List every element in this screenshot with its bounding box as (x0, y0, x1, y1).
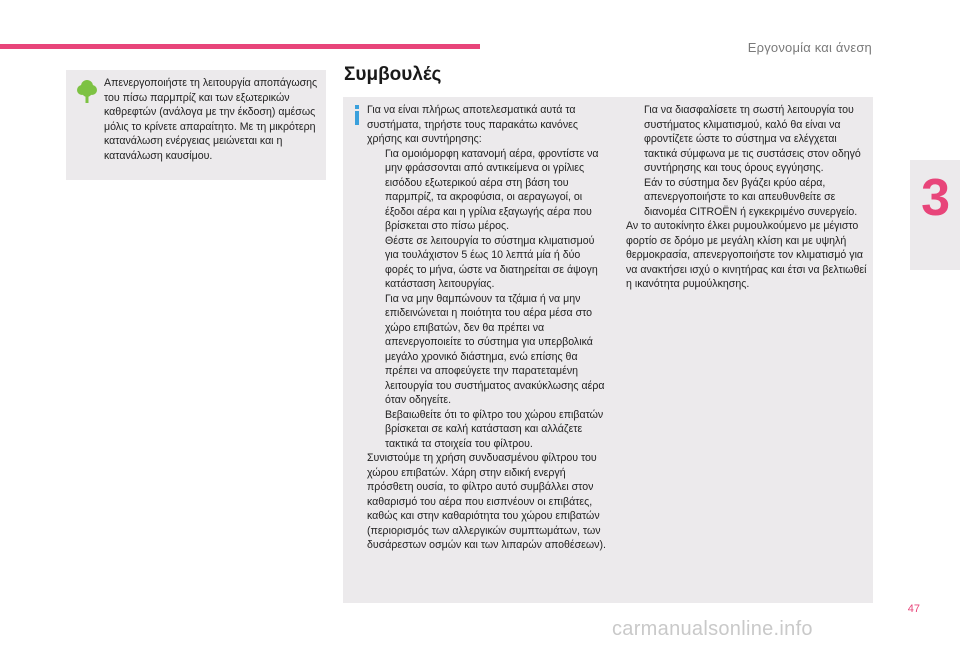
tip-text: Εάν το σύστημα δεν βγάζει κρύο αέρα, απενεργοποιήστε το και απευθυνθείτε σε διανομέα CITROËN ή εγκεκριμένο συνεργείο. (644, 176, 858, 218)
tip-bullet (367, 147, 611, 234)
eco-note-text: Απενεργοποιήστε τη λειτουργία αποπάγωσης του πίσω παρμπρίζ και των εξωτερικών καθρεφτών (ανάλογα με την έκδοση) αμέσως μόλις το κρίνετε απαραίτητο. Με τη μικρότερη κατανάλωση ενέργειας μειώνεται και η κατανάλωση καυσίμου. (104, 77, 318, 162)
tips-right-closing: Αν το αυτοκίνητο έλκει ρυμουλκούμενο με μέγιστο φορτίο σε δρόμο με μεγάλη κλίση και με υψηλή θερμοκρασία, απενεργοποιήστε τον κλιματισμό για να ανακτήσει ισχύ ο κινητήρας και έτσι να βελτιωθεί η ικανότητα ρυμούλκησης. (626, 220, 867, 290)
tips-left-closing: Συνιστούμε τη χρήση συνδυασμένου φίλτρου του χώρου επιβατών. Χάρη στην ειδική ενεργή πρόσθετη ουσία, το φίλτρο αυτό συμβάλλει στον καθαρισμό του αέρα που εισπνέουν οι επιβάτες, καθώς και στην καθαριότητα του χώρου επιβατών (περιορισμός των αλλεργικών συμπτωμάτων, των δυσάρεστων οσμών και των λιπαρών αποθέσεων). (367, 452, 606, 551)
tip-text: Για να μην θαμπώνουν τα τζάμια ή να μην επιδεινώνεται η ποιότητα του αέρα μέσα στο χώρο επιβατών, δεν θα πρέπει να απενεργοποιείτε το σύστημα για υπερβολικά μεγάλο χρονικό διάστημα, ενώ επίσης θα πρέπει να αποφεύγετε την παρατεταμένη λειτουργία του συστήματος ανακύκλωσης αέρα όταν οδηγείτε. (385, 292, 605, 406)
tip-text: Θέστε σε λειτουργία το σύστημα κλιματισμού για τουλάχιστον 5 έως 10 λεπτά μία ή δύο φορές το μήνα, ώστε να διατηρείται σε άψογη κατάσταση λειτουργίας. (385, 234, 598, 290)
eco-tree-icon (76, 78, 98, 104)
tips-left-column (367, 103, 611, 553)
chapter-title: Εργονομία και άνεση (747, 40, 872, 55)
tips-right-column (626, 103, 870, 292)
top-accent-rule (0, 44, 480, 49)
tip-bullet (367, 408, 611, 452)
tip-text: Για ομοιόμορφη κατανομή αέρα, φροντίστε να μην φράσσονται από αντικείμενα οι γρίλιες εισόδου εξωτερικού αέρα στη βάση του παρμπρίζ, τα ακροφύσια, οι αεραγωγοί, οι έξοδοι αέρα και η γρίλια εξαγωγής αέρα που βρίσκεται στο πίσω μέρος. (385, 147, 599, 232)
tips-intro: Για να είναι πλήρως αποτελεσματικά αυτά τα συστήματα, τηρήστε τους παρακάτω κανόνες χρήσης και συντήρησης: (367, 104, 578, 145)
tip-bullet (626, 103, 870, 176)
tip-bullet (626, 176, 870, 220)
tip-bullet (367, 292, 611, 408)
tip-bullet (367, 234, 611, 292)
watermark: carmanualsonline.info (612, 618, 813, 640)
section-title: Συμβουλές (344, 64, 442, 85)
tip-text: Για να διασφαλίσετε τη σωστή λειτουργία του συστήματος κλιματισμού, καλό θα είναι να φροντίζετε ώστε το σύστημα να ελέγχεται τακτικά σύμφωνα με τις συστάσεις στον οδηγό συντήρησης και τους όρους εγγύησης. (644, 104, 861, 174)
page-number: 47 (907, 603, 920, 615)
tip-text: Βεβαιωθείτε ότι το φίλτρο του χώρου επιβατών βρίσκεται σε καλή κατάσταση και αλλάζετε τακτικά τα στοιχεία του φίλτρου. (385, 408, 604, 450)
chapter-number: 3 (921, 169, 950, 227)
info-icon (352, 105, 362, 125)
